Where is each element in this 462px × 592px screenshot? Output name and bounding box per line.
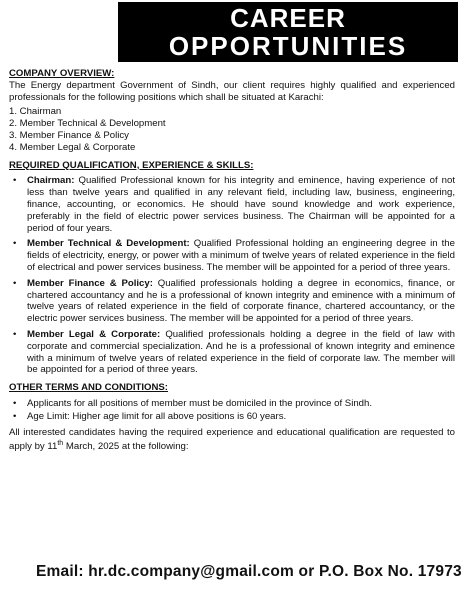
overview-text: The Energy department Government of Sindh, our client requires highly qualified and experienced professionals for the following positions which shall be situated at Karachi: — [9, 79, 455, 103]
closing-text-part: March, 2025 at the following: — [63, 441, 189, 453]
terms-item — [9, 398, 455, 410]
banner-line-2: OPPORTUNITIES — [168, 31, 408, 61]
terms-heading: OTHER TERMS AND CONDITIONS: — [9, 382, 169, 394]
bullet-icon: • — [13, 238, 17, 250]
or-text: or — [298, 563, 315, 580]
overview-heading: COMPANY OVERVIEW: — [9, 68, 115, 79]
qualification-text: Qualified professionals holding a degree in the field of law with corporate and commercial specialization. And he is a professional of known integrity and eminence with a minimum of twelve years of related experience in the field of corporate law. The member will be appointed for a period of three years. — [27, 328, 455, 376]
qualification-item — [9, 329, 455, 376]
position-item: 4. Member Legal & Corporate — [9, 141, 136, 153]
qualification-title: Chairman: — [27, 175, 75, 187]
position-item: 2. Member Technical & Development — [9, 118, 166, 130]
terms-text: Applicants for all positions of member must be domiciled in the province of Sindh. — [27, 397, 373, 409]
closing-text-part: All interested candidates having the required experience and educational qualification are requested to apply by 11 — [9, 426, 455, 453]
qualification-text: Qualified Professional known for his integrity and eminence, having experience of not less than twelve years and qualified in any relevant field, including law, business, engineering, finance, accounting, or economics. He should have sound knowledge and work experience, preferably in the field of electric power services business. The Chairman will be appointed for a period of four years. — [27, 175, 455, 234]
bullet-icon: • — [13, 277, 17, 289]
closing-text — [9, 427, 455, 454]
position-item: 3. Member Finance & Policy — [9, 129, 129, 141]
terms-item — [9, 411, 455, 423]
qualification-item — [9, 278, 455, 325]
qualification-text: Qualified professionals holding a degree in economics, finance, or chartered accountancy and he is a professional of known integrity and eminence with a minimum of twelve years of related experience in the field of corporate finance, chartered accountancy, or the electric power services business. The member will be appointed for a period of three years. — [27, 277, 455, 325]
qualification-title: Member Technical & Development: — [27, 238, 190, 250]
email-label: Email: — [36, 563, 84, 580]
po-box: P.O. Box No. 17973 — [318, 563, 462, 580]
qualification-item — [9, 175, 455, 234]
qualifications-heading: REQUIRED QUALIFICATION, EXPERIENCE & SKILLS: — [9, 159, 254, 171]
position-item: 1. Chairman — [9, 106, 62, 118]
qualification-text: Qualified Professional holding an engineering degree in the fields of electricity, energy, or power with a minimum of twelve years of related experience in the field of electrical and power services business. The member will be appointed for a period of three years. — [27, 238, 455, 273]
qualification-title: Member Legal & Corporate: — [27, 328, 161, 340]
bullet-icon: • — [13, 397, 17, 409]
terms-text: Age Limit: Higher age limit for all above positions is 60 years. — [27, 410, 287, 422]
bullet-icon: • — [13, 410, 17, 422]
banner-line-1: CAREER — [230, 3, 346, 33]
contact-line — [36, 563, 462, 581]
email-address[interactable]: hr.dc.company@gmail.com — [88, 563, 295, 580]
bullet-icon: • — [13, 328, 17, 340]
qualification-item — [9, 238, 455, 273]
bullet-icon: • — [13, 175, 17, 187]
positions-list — [9, 106, 455, 153]
closing-sup: th — [57, 440, 64, 448]
qualification-title: Member Finance & Policy: — [27, 277, 153, 289]
title-banner — [118, 2, 458, 62]
ad-body — [9, 68, 455, 453]
